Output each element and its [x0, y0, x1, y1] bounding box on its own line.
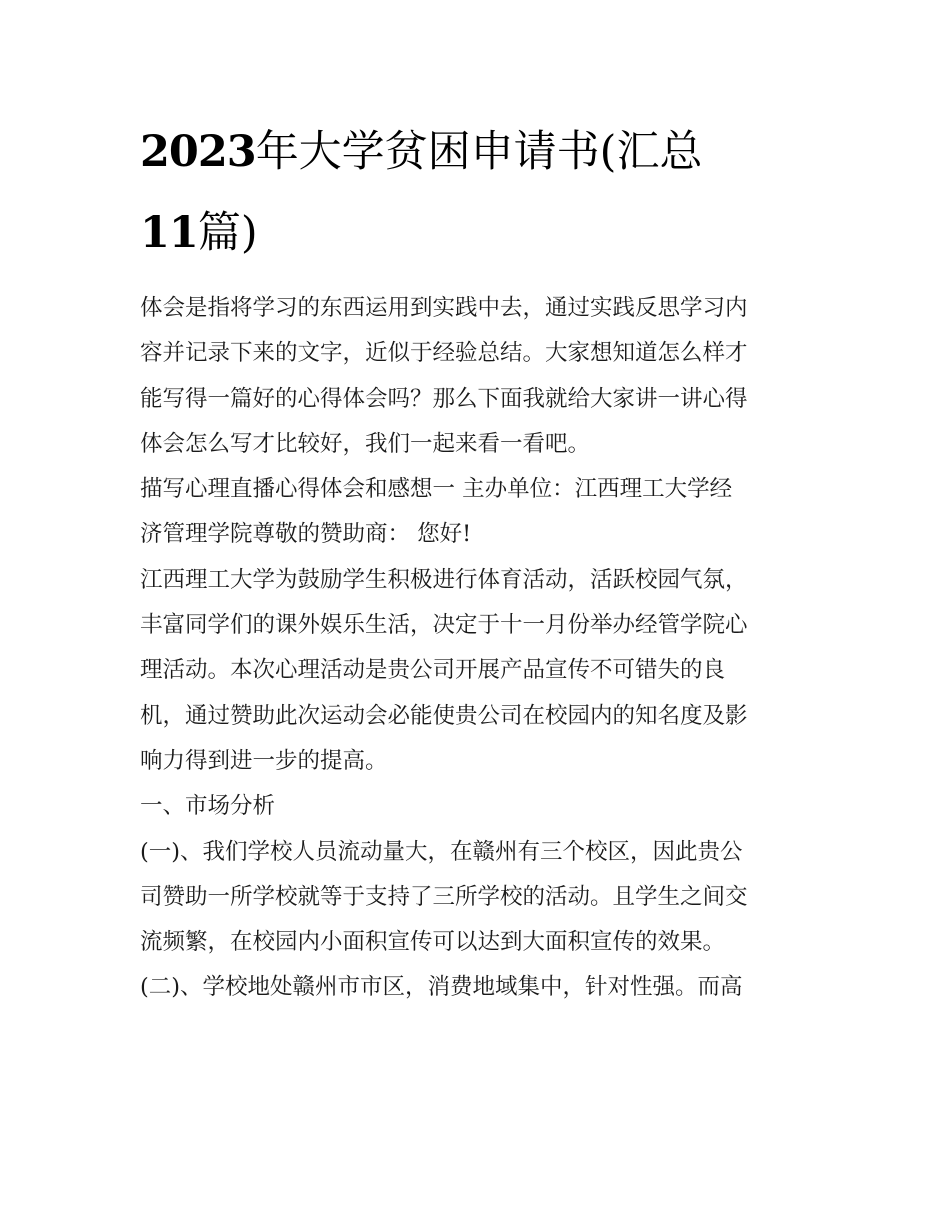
- title-text: 年大学贫困申请书(汇总: [255, 127, 703, 177]
- text-line: (二)、学校地处赣州市市区，消费地域集中，针对性强。而高: [140, 974, 743, 1001]
- document-page: [140, 112, 820, 1011]
- title-line: [140, 112, 820, 193]
- title-line: [140, 193, 820, 274]
- title-number: 2023: [140, 127, 256, 177]
- text-line: 描写心理直播心得体会和感想一 主办单位：江西理工大学经: [140, 476, 733, 503]
- paragraph-event-description: [140, 558, 820, 784]
- document-title: [140, 112, 820, 274]
- paragraph-intro: [140, 286, 820, 467]
- text-line: 体会怎么写才比较好，我们一起来看一看吧。: [140, 430, 591, 457]
- document-body: [140, 286, 820, 1011]
- text-line: 济管理学院尊敬的赞助商： 您好!: [140, 521, 472, 548]
- text-line: 容并记录下来的文字，近似于经验总结。大家想知道怎么样才: [140, 340, 748, 367]
- text-line: 一、市场分析: [140, 793, 276, 820]
- title-number: 11: [140, 208, 198, 258]
- text-line: 江西理工大学为鼓励学生积极进行体育活动，活跃校园气氛，: [140, 566, 748, 593]
- text-line: (一)、我们学校人员流动量大，在赣州有三个校区，因此贵公: [140, 838, 743, 865]
- text-line: 响力得到进一步的提高。: [140, 747, 388, 774]
- section-heading-market-analysis: [140, 784, 820, 829]
- text-line: 体会是指将学习的东西运用到实践中去，通过实践反思学习内: [140, 295, 748, 321]
- text-line: 司赞助一所学校就等于支持了三所学校的活动。且学生之间交: [140, 883, 748, 910]
- text-line: 丰富同学们的课外娱乐生活，决定于十一月份举办经管学院心: [140, 612, 748, 639]
- text-line: 能写得一篇好的心得体会吗？那么下面我就给大家讲一讲心得: [140, 385, 748, 412]
- paragraph-point-one: [140, 830, 820, 966]
- text-line: 理活动。本次心理活动是贵公司开展产品宣传不可错失的良: [140, 657, 726, 684]
- text-line: 机，通过赞助此次运动会必能使贵公司在校园内的知名度及影: [140, 702, 748, 729]
- title-text: 篇): [197, 208, 258, 258]
- paragraph-point-two: [140, 965, 820, 1010]
- paragraph-sponsor-greeting: [140, 467, 820, 558]
- text-line: 流频繁，在校园内小面积宣传可以达到大面积宣传的效果。: [140, 929, 726, 956]
